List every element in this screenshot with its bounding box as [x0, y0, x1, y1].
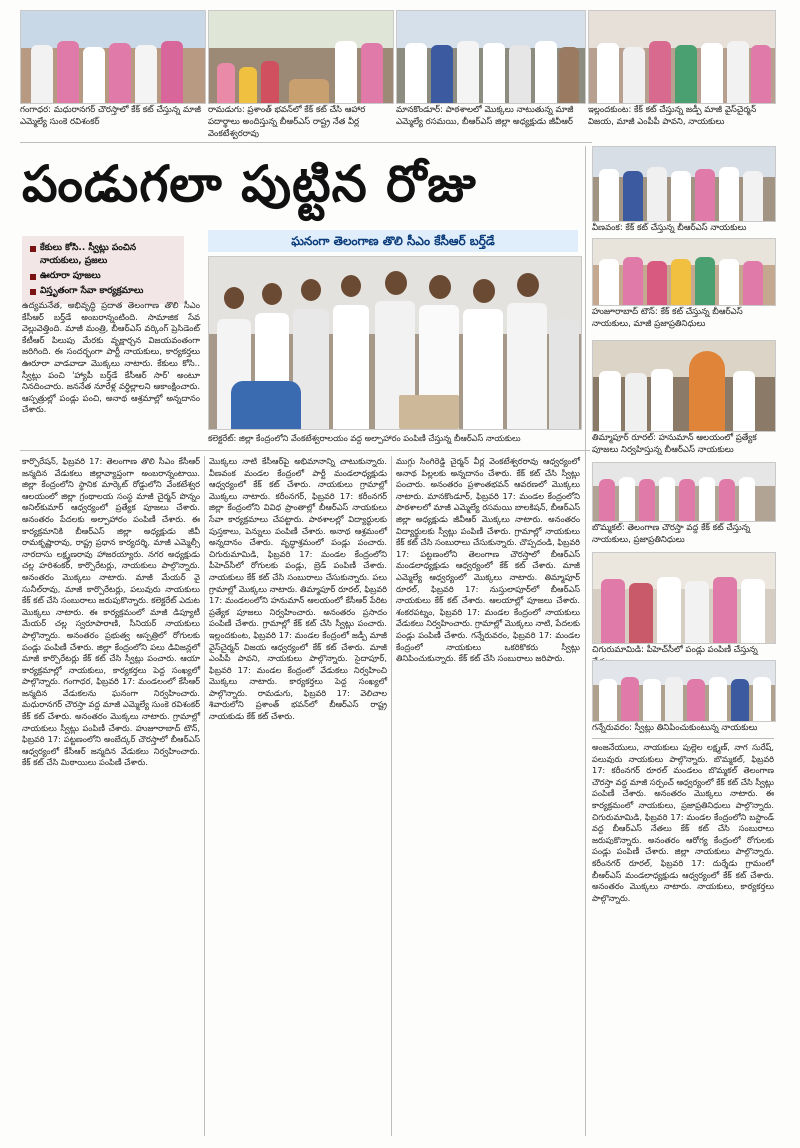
right-photo-1 — [592, 146, 776, 222]
highlight-item: కేకులు కోసి.. స్వీట్లు పంచిన నాయకులు, ప్రజలు — [28, 242, 178, 268]
top-caption-2: రామడుగు: ప్రశాంత్ భవన్‌లో కేక్ కట్ చేసి ఆహార పదార్థాలు అందిస్తున్న బీఆర్ఎస్ రాష్ట్ర నేత వీర్ల వెంకటేశ్వరరావు — [208, 105, 366, 139]
article-column-2: మొక్కలు నాటి కేసీఆర్‌పై అభిమానాన్ని చాటుకున్నారు. వీణవంక మండల కేంద్రంలో పార్టీ మండలాధ్యక్షుడు ఆధ్వర్యంలో కేక్ కట్ చేశారు. నాయకులు గ్రామాల్లో మొక్కలు నాటారు. కరీంనగర్, ఫిబ్రవరి 17: కరీంనగర్ జిల్లా కేంద్రంలోని వివిధ ప్రాంతాల్లో బీఆర్ఎస్ నాయకులు సేవా కార్యక్రమాలు చేపట్టారు. పాఠశాలల్లో విద్యార్థులకు పుస్తకాలు, పెన్నులు పంపిణీ చేశారు. అనాథ ఆశ్రమంలో అన్నదానం చేశారు. వృద్ధాశ్రమంలో పండ్లు పంచారు. చిగురుమామిడి, ఫిబ్రవరి 17: మండల కేంద్రంలోని పీహెచ్‌సీలో రోగులకు పండ్లు, బ్రెడ్ పంపిణీ చేశారు. నాయకులు కేక్ కట్ చేసి సంబురాలు చేసుకున్నారు. పలు గ్రామాల్లో మొక్కలు నాటారు. తిమ్మాపూర్ రూరల్, ఫిబ్రవరి 17: మండలంలోని హనుమాన్ ఆలయంలో కేసీఆర్ పేరిట ప్రత్యేక పూజలు నిర్వహించారు. అనంతరం ప్రసాదం పంపిణీ చేశారు. గ్రామాల్లో కేక్ కట్ చేసి స్వీట్లు పంచారు. ఇల్లందకుంట, ఫిబ్రవరి 17: మండల కేంద్రంలో జడ్పీ మాజీ వైస్‌చైర్మన్ విజయ ఆధ్వర్యంలో కేక్ కట్ చేశారు. మాజీ ఎంపీపీ పావని, నాయకులు పాల్గొన్నారు. సైదాపూర్, ఫిబ్రవరి 17: మండల కేంద్రంలో వేడుకలు నిర్వహించి మొక్కలు నాటారు. కార్యకర్తలు పెద్ద సంఖ్యలో పాల్గొన్నారు. రామడుగు, ఫిబ్రవరి 17: వెలిచాల శివారులోని ప్రశాంత్ భవన్‌లో బీఆర్ఎస్ రాష్ట్ర నాయకుడు కేక్ కట్ చేశారు. — [209, 456, 387, 722]
highlight-item: విస్తృతంగా సేవా కార్యక్రమాలు — [28, 285, 178, 298]
right-caption-4: బొమ్మకల్: తెలంగాణ చౌరస్తా వద్ద కేక్ కట్ చేస్తున్న నాయకులు, ప్రజాప్రతినిధులు — [592, 523, 751, 545]
article-column-4: అంజనేయులు, నాయకులు పుల్లెల లక్ష్మణ్, నాగ సురేష్, పలువురు నాయకులు పాల్గొన్నారు. బొమ్మకల్, ఫిబ్రవరి 17: కరీంనగర్ రూరల్ మండలం బొమ్మకల్ తెలంగాణ చౌరస్తా వద్ద మాజీ సర్పంచ్ ఆధ్వర్యంలో కేక్ కట్ చేసి స్వీట్లు పంపిణీ చేశారు. అనంతరం మొక్కలు నాటారు. ఈ కార్యక్రమంలో నాయకులు, ప్రజాప్రతినిధులు పాల్గొన్నారు. చిగురుమామిడి, ఫిబ్రవరి 17: మండల కేంద్రంలోని బస్టాండ్ వద్ద బీఆర్ఎస్ నేతలు కేక్ కట్ చేసి సంబురాలు జరుపుకొన్నారు. అనంతరం ఆరోగ్య కేంద్రంలో రోగులకు పండ్లు పంపిణీ చేశారు. జిల్లా నాయకులు పాల్గొన్నారు. కరీంనగర్ రూరల్, ఫిబ్రవరి 17: దుర్శేడు గ్రామంలో బీఆర్ఎస్ మండలాధ్యక్షుడు ఆధ్వర్యంలో కేక్ కట్ చేశారు. అనంతరం మొక్కలు నాటారు. నాయకులు, కార్యకర్తలు పాల్గొన్నారు. — [592, 742, 774, 903]
right-photo-2 — [592, 238, 776, 306]
page-headline: పండుగలా పుట్టిన రోజు — [22, 155, 477, 213]
right-divider — [592, 738, 774, 739]
top-photo-4 — [588, 10, 776, 104]
right-caption-6: గన్నేరువరం: స్వీట్లు తినిపించుకుంటున్న నాయకులు — [592, 723, 758, 733]
top-photo-1 — [20, 10, 206, 104]
top-photo-2 — [208, 10, 394, 104]
right-caption-3: తిమ్మాపూర్ రూరల్: హనుమాన్ ఆలయంలో ప్రత్యేక పూజలు నిర్వహిస్తున్న బీఆర్ఎస్ నాయకులు — [592, 433, 757, 455]
article-column-1: కార్పొరేషన్, ఫిబ్రవరి 17: తెలంగాణ తొలి సీఎం కేసీఆర్ జన్మదిన వేడుకలు జిల్లావ్యాప్తంగా అంబరాన్నంటాయి. జిల్లా కేంద్రంలోని స్థానిక మార్కెట్ రోడ్డులోని వేంకటేశ్వర ఆలయంలో జిల్లా గ్రంథాలయ సంస్థ మాజీ చైర్మన్ పొన్నం అనిల్‌కుమార్ ఆధ్వర్యంలో ప్రత్యేక పూజలు చేశారు. అనంతరం పేదలకు అల్పాహారం పంపిణీ చేశారు. ఈ కార్యక్రమానికి బీఆర్ఎస్ జిల్లా అధ్యక్షుడు జీవీ రామకృష్ణారావు, రాష్ట్ర ప్రధాన కార్యదర్శి, మాజీ ఎమ్మెల్సీ నారదాసు లక్ష్మణరావు హాజరయ్యారు. నగర అధ్యక్షుడు చల్ల హరిశంకర్, కార్పొరేటర్లు, నాయకులు పాల్గొన్నారు. అనంతరం మొక్కలు నాటారు. మాజీ మేయర్ వై సునీల్‌రావు, మాజీ కార్పొరేటర్లు, పలువురు నాయకులు కేక్ కట్ చేసి సంబురాలు జరుపుకొన్నారు. కలెక్టరేట్ ఎదుట మొక్కలు నాటారు. ఈ కార్యక్రమంలో మాజీ డిప్యూటీ మేయర్ చల్ల స్వరూపారాణి, సీనియర్ నాయకులు పాల్గొన్నారు. అనంతరం ప్రభుత్వ ఆస్పత్రిలో రోగులకు పండ్లు పంపిణీ చేశారు. జిల్లా కేంద్రంలోని పలు డివిజన్లలో మాజీ కార్పొరేటర్లు కేక్ కట్ చేసి స్వీట్లు పంచారు. ఆయా కార్యక్రమాల్లో నాయకులు, కార్యకర్తలు పెద్ద సంఖ్యలో పాల్గొన్నారు. గంగాధర, ఫిబ్రవరి 17: మండలంలో కేసీఆర్ జన్మదిన వేడుకలను ఘనంగా నిర్వహించారు. మధురానగర్ చౌరస్తా వద్ద మాజీ ఎమ్మెల్యే సుంకె రవిశంకర్ కేక్ కట్ చేశారు. అనంతరం మొక్కలు నాటారు. గ్రామాల్లో నాయకులు స్వీట్లు పంపిణీ చేశారు. హుజూరాబాద్ టౌన్, ఫిబ్రవరి 17: పట్టణంలోని అంబేద్కర్ చౌరస్తాలో బీఆర్ఎస్ ఆధ్వర్యంలో కేసీఆర్ జన్మదిన వేడుకలు నిర్వహించారు. కేక్ కట్ చేసి మిఠాయిలు పంపిణీ చేశారు. — [22, 456, 200, 768]
column-divider — [204, 456, 205, 1136]
right-photo-6 — [592, 660, 776, 722]
column-divider — [585, 146, 586, 1136]
right-caption-5: చిగురుమామిడి: పీహెచ్‌సీలో పండ్లు పంపిణీ చేస్తున్న — [592, 645, 758, 655]
sub-headline: ఘనంగా తెలంగాణ తొలి సీఎం కేసీఆర్ బర్త్‌డే — [208, 230, 578, 252]
right-caption-2: హుజూరాబాద్ టౌన్: కేక్ కట్ చేస్తున్న బీఆర్ఎస్ నాయకులు, మాజీ ప్రజాప్రతినిధులు — [592, 307, 743, 329]
body-divider — [20, 450, 590, 451]
right-photo-4 — [592, 462, 776, 522]
top-divider — [20, 142, 592, 143]
top-photo-3 — [396, 10, 586, 104]
intro-paragraph: ఉద్యమనేత, అభివృద్ధి ప్రదాత తెలంగాణ తొలి సీఎం కేసీఆర్ బర్త్‌డే అంబరాన్నంటింది. సామాజిక సేవ వెల్లువెత్తింది. మాజీ మంత్రి, బీఆర్ఎస్ వర్కింగ్ ప్రెసిడెంట్ కేటీఆర్ పిలుపు మేరకు వృక్షార్చన విజయవంతంగా జరిగింది. ఈ సందర్భంగా పార్టీ నాయకులు, కార్యకర్తలు ఊరూరా వాడవాడా మొక్కలు నాటారు. కేకులు కోసి.. స్వీట్లు పంచి 'హ్యాపీ బర్త్‌డే కేసీఆర్ సార్' అంటూ నినదించారు. జననేత నూరేళ్ల వర్ధిల్లాలని ఆకాంక్షించారు. ఆస్పత్రుల్లో పండ్లు పంచి, అనాథ ఆశ్రమాల్లో అన్నదానం చేశారు. — [22, 300, 200, 415]
right-photo-5 — [592, 552, 776, 644]
center-photo-caption: కలెక్టరేట్: జిల్లా కేంద్రంలోని వేంకటేశ్వరాలయం వద్ద అల్పాహారం పంపిణీ చేస్తున్న బీఆర్ఎస్ నాయకులు — [208, 433, 521, 443]
center-photo — [208, 256, 582, 430]
right-photo-3 — [592, 340, 776, 432]
highlight-item: ఊరూరా పూజలు — [28, 270, 178, 283]
column-divider — [391, 456, 392, 1136]
right-caption-1: వీణవంక: కేక్ కట్ చేస్తున్న బీఆర్ఎస్ నాయకులు — [592, 223, 747, 233]
article-column-3: ముగ్గు సింగిరెడ్డి చైర్మన్ వీర్ల వెంకటేశ్వరరావు ఆధ్వర్యంలో అనాథ పిల్లలకు అన్నదానం చేశారు. కేక్ కట్ చేసి స్వీట్లు పంచారు. అనంతరం ప్రశాంతభవన్ ఆవరణలో మొక్కలు నాటారు. మానకొండూర్, ఫిబ్రవరి 17: మండల కేంద్రంలోని పాఠశాలలో మాజీ ఎమ్మెల్యే రసమయి బాలకిషన్, బీఆర్ఎస్ జిల్లా అధ్యక్షుడు జీవీఆర్ మొక్కలు నాటారు. అనంతరం విద్యార్థులకు స్వీట్లు పంపిణీ చేశారు. గ్రామాల్లో నాయకులు కేక్ కట్ చేసి సంబురాలు చేసుకున్నారు. చొప్పదండి, ఫిబ్రవరి 17: పట్టణంలోని తెలంగాణ చౌరస్తాలో బీఆర్ఎస్ మండలాధ్యక్షుడు ఆధ్వర్యంలో కేక్ కట్ చేశారు. మాజీ ఎమ్మెల్యే ఆధ్వర్యంలో మొక్కలు నాటారు. తిమ్మాపూర్ రూరల్, ఫిబ్రవరి 17: నుస్తులాపూర్‌లో బీఆర్ఎస్ నాయకులు కేక్ కట్ చేశారు. ఆలయాల్లో పూజలు చేశారు. శంకరపట్నం, ఫిబ్రవరి 17: మండల కేంద్రంలో నాయకులు వేడుకలు నిర్వహించారు. గ్రామాల్లో మొక్కలు నాటి, పేదలకు పండ్లు పంపిణీ చేశారు. గన్నేరువరం, ఫిబ్రవరి 17: మండల కేంద్రంలో నాయకులు ఒకరికొకరు స్వీట్లు తినిపించుకున్నారు. కేక్ కట్ చేసి సంబురాలు జరిపారు. — [396, 456, 581, 664]
top-caption-4: ఇల్లందకుంట: కేక్ కట్ చేస్తున్న జడ్పీ మాజీ వైస్‌చైర్మన్ విజయ, మాజీ ఎంపీపీ పావని, నాయకులు — [588, 105, 757, 127]
top-caption-1: గంగాధర: మధురానగర్ చౌరస్తాలో కేక్ కట్ చేస్తున్న మాజీ ఎమ్మెల్యే సుంకె రవిశంకర్ — [20, 105, 201, 127]
highlights-box — [22, 236, 184, 304]
top-caption-3: మానకొండూర్: పాఠశాలలో మొక్కలు నాటుతున్న మాజీ ఎమ్మెల్యే రసమయి, బీఆర్ఎస్ జిల్లా అధ్యక్షుడు జీవీఆర్ — [396, 105, 574, 127]
